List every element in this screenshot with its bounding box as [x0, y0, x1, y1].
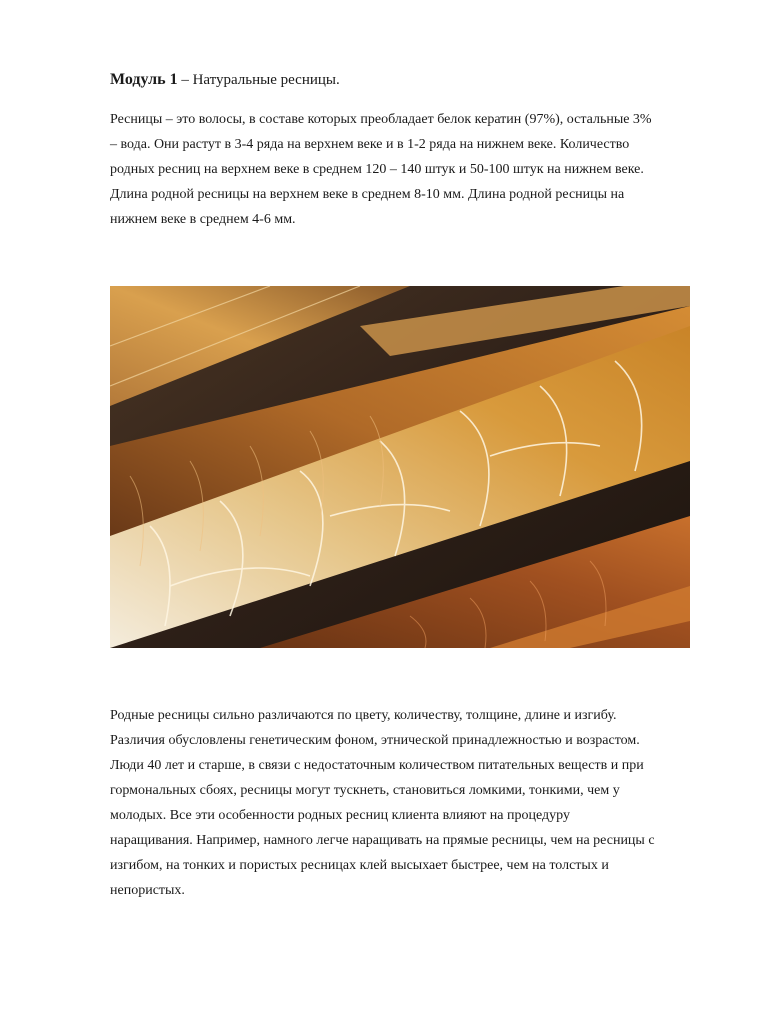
paragraph-line: нижнем веке в среднем 4-6 мм. — [110, 212, 296, 227]
paragraph-line: Родные ресницы сильно различаются по цвету, количеству, толщине, длине и изгибу. — [110, 708, 617, 723]
paragraph-line: гормональных сбоях, ресницы могут тускнеть, становиться ломкими, тонкими, чем у — [110, 783, 620, 798]
section-heading — [110, 69, 340, 91]
heading-separator: – — [177, 72, 193, 88]
paragraph-line: изгибом, на тонких и пористых ресницах клей высыхает быстрее, чем на толстых и — [110, 858, 609, 873]
eyelash-microscope-photo — [110, 286, 690, 648]
paragraph-line: Длина родной ресницы на верхнем веке в среднем 8-10 мм. Длина родной ресницы на — [110, 187, 625, 202]
heading-title: Натуральные ресницы. — [192, 72, 340, 88]
paragraph-line: наращивания. Например, намного легче наращивать на прямые ресницы, чем на ресницы с — [110, 833, 655, 848]
paragraph-line: – вода. Они растут в 3-4 ряда на верхнем веке и в 1-2 ряда на нижнем веке. Количество — [110, 137, 630, 152]
paragraph-line: молодых. Все эти особенности родных ресниц клиента влияют на процедуру — [110, 808, 570, 823]
hair-illustration — [110, 286, 690, 648]
module-number: Модуль 1 — [110, 71, 178, 88]
paragraph-line: Различия обусловлены генетическим фоном, этнической принадлежностью и возрастом. — [110, 733, 640, 748]
paragraph-line: Люди 40 лет и старше, в связи с недостаточным количеством питательных веществ и при — [110, 758, 644, 773]
intro-paragraph — [110, 107, 716, 232]
details-paragraph — [110, 703, 720, 903]
paragraph-line: непористых. — [110, 883, 185, 898]
paragraph-line: родных ресниц на верхнем веке в среднем 120 – 140 штук и 50-100 штук на нижнем веке. — [110, 162, 644, 177]
paragraph-line: Ресницы – это волосы, в составе которых преобладает белок кератин (97%), остальные 3% — [110, 112, 652, 127]
